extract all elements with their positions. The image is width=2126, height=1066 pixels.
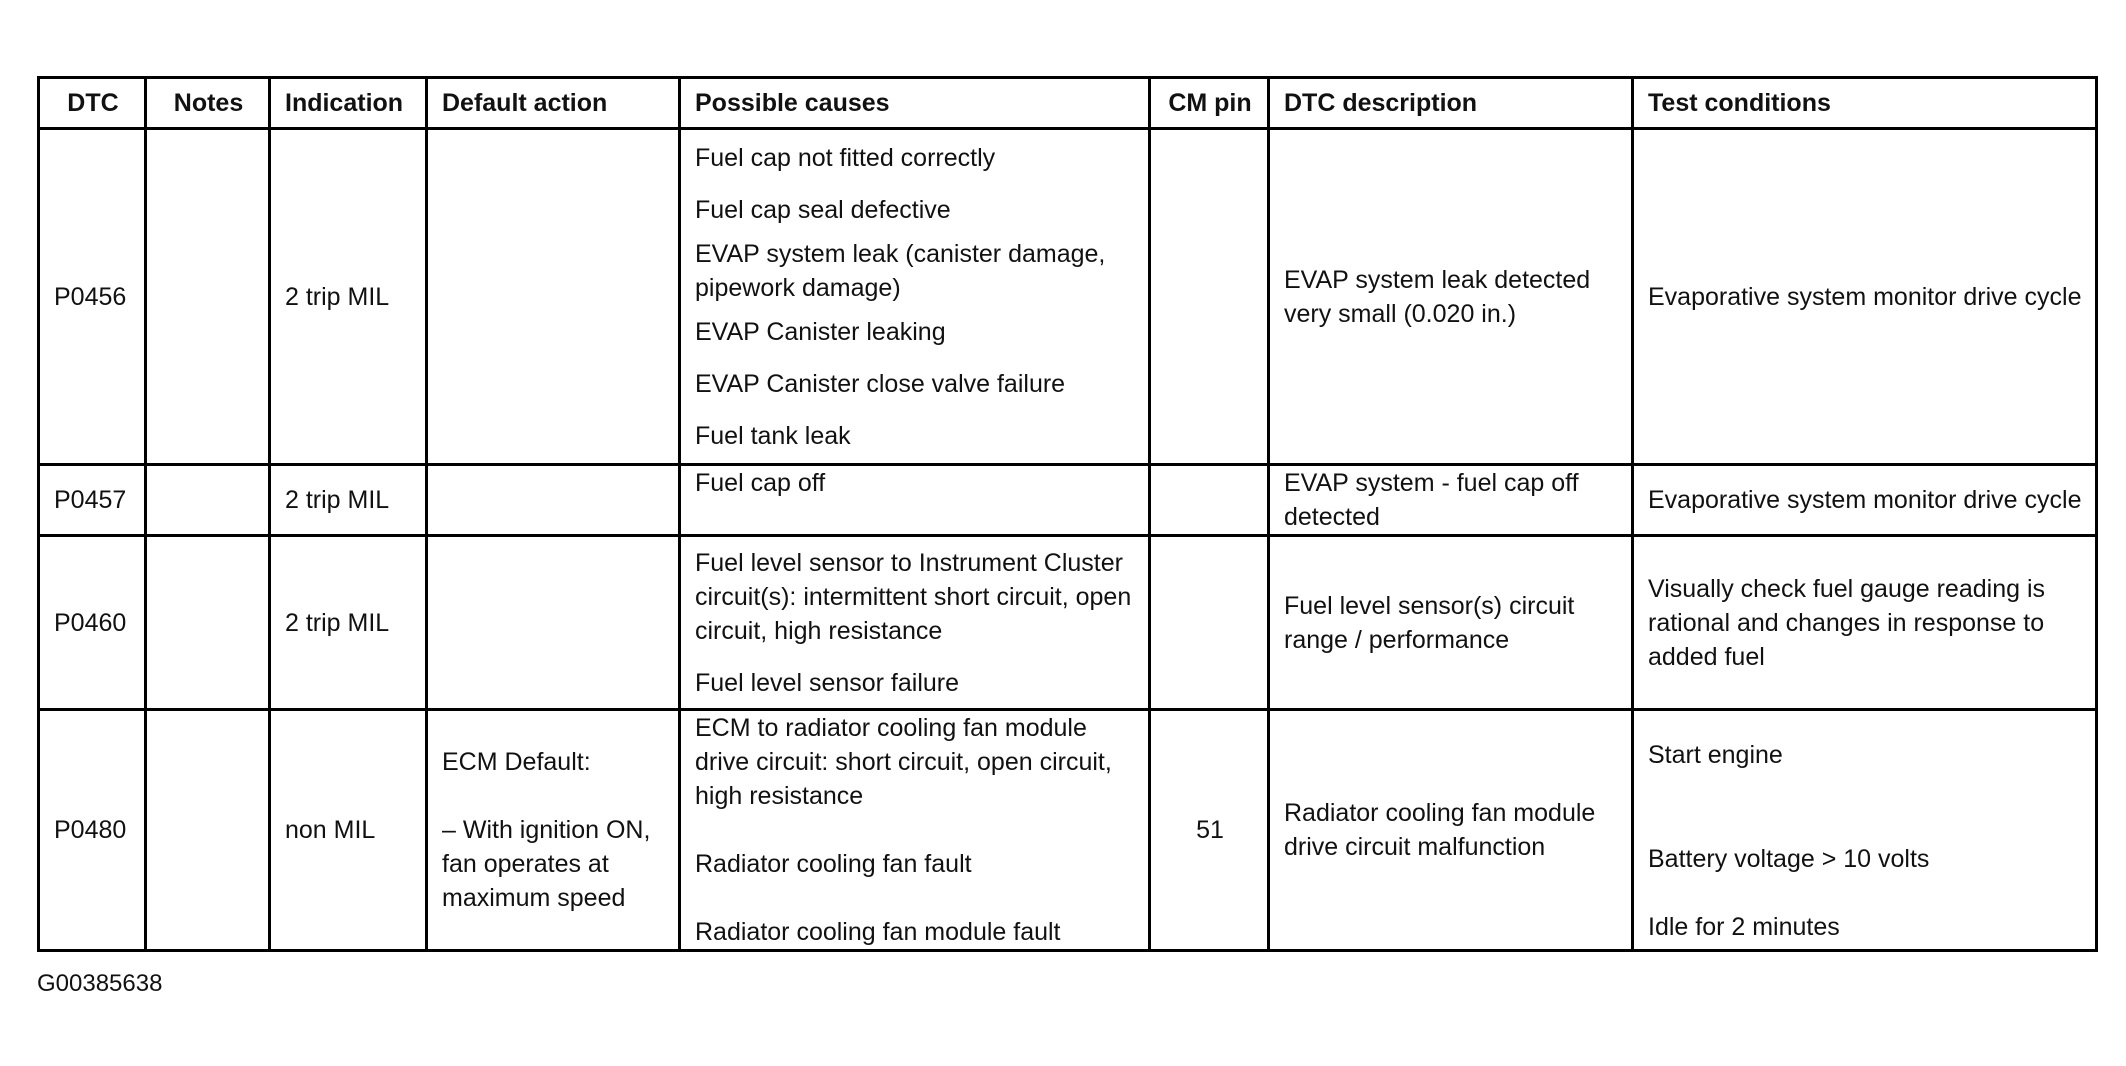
default-action-item: ECM Default: <box>442 748 591 776</box>
header-notes: Notes <box>146 78 270 129</box>
dtc-description-cell: Radiator cooling fan module drive circuit malfunction <box>1269 710 1633 951</box>
notes-cell <box>146 710 270 951</box>
test-conditions-cell <box>1633 710 2097 951</box>
notes-cell <box>146 536 270 710</box>
possible-causes-cell <box>680 129 1150 465</box>
default-action-cell <box>427 710 680 951</box>
cause-item: Fuel level sensor failure <box>695 668 960 697</box>
test-conditions-cell <box>1633 129 2097 465</box>
indication-cell: 2 trip MIL <box>270 536 427 710</box>
test-condition-item: Start engine <box>1648 741 1783 769</box>
header-possible-causes: Possible causes <box>680 78 1150 129</box>
indication-cell: 2 trip MIL <box>270 465 427 536</box>
test-condition-item: Visually check fuel gauge reading is rational and changes in response to added fuel <box>1648 574 2046 671</box>
cause-item: Radiator cooling fan fault <box>695 850 972 878</box>
dtc-code-cell: P0457 <box>39 465 146 536</box>
dtc-code-cell: P0460 <box>39 536 146 710</box>
table-header-row <box>39 78 2097 129</box>
dtc-description-cell: EVAP system leak detected very small (0.020 in.) <box>1269 129 1633 465</box>
cause-item: Fuel cap off <box>695 469 826 497</box>
header-indication: Indication <box>270 78 427 129</box>
header-dtc-description: DTC description <box>1269 78 1633 129</box>
test-condition-item: Idle for 2 minutes <box>1648 913 1840 941</box>
possible-causes-cell <box>680 536 1150 710</box>
possible-causes-cell <box>680 465 1150 536</box>
header-test-conditions: Test conditions <box>1633 78 2097 129</box>
default-action-cell <box>427 129 680 465</box>
indication-cell: non MIL <box>270 710 427 951</box>
dtc-table <box>37 76 2098 952</box>
test-condition-item: Evaporative system monitor drive cycle <box>1648 486 2082 514</box>
table-row <box>39 465 2097 536</box>
table-row <box>39 129 2097 465</box>
figure-id: G00385638 <box>37 970 163 997</box>
cause-item: Fuel cap seal defective <box>695 195 951 224</box>
test-condition-item: Evaporative system monitor drive cycle <box>1648 282 2082 311</box>
cause-item: EVAP Canister leaking <box>695 317 946 346</box>
notes-cell <box>146 465 270 536</box>
header-cm-pin: CM pin <box>1150 78 1269 129</box>
dtc-code-cell: P0480 <box>39 710 146 951</box>
cause-item: Fuel tank leak <box>695 421 851 450</box>
test-conditions-cell <box>1633 465 2097 536</box>
cause-item: Radiator cooling fan module fault <box>695 918 1061 946</box>
cause-item: Fuel cap not fitted correctly <box>695 143 996 172</box>
default-action-cell <box>427 465 680 536</box>
dtc-description-cell: EVAP system - fuel cap off detected <box>1269 465 1633 536</box>
test-condition-item: Battery voltage > 10 volts <box>1648 845 1930 873</box>
header-default-action: Default action <box>427 78 680 129</box>
indication-cell: 2 trip MIL <box>270 129 427 465</box>
cm-pin-cell <box>1150 465 1269 536</box>
dtc-code-cell: P0456 <box>39 129 146 465</box>
cm-pin-cell: 51 <box>1150 710 1269 951</box>
header-dtc: DTC <box>39 78 146 129</box>
cm-pin-cell <box>1150 536 1269 710</box>
dtc-description-cell: Fuel level sensor(s) circuit range / performance <box>1269 536 1633 710</box>
cm-pin-cell <box>1150 129 1269 465</box>
notes-cell <box>146 129 270 465</box>
default-action-cell <box>427 536 680 710</box>
table-row <box>39 710 2097 951</box>
test-conditions-cell <box>1633 536 2097 710</box>
default-action-item: – With ignition ON, fan operates at maximum speed <box>442 816 651 912</box>
table-row <box>39 536 2097 710</box>
cause-item: EVAP system leak (canister damage, pipework damage) <box>695 239 1106 302</box>
possible-causes-cell <box>680 710 1150 951</box>
cause-item: ECM to radiator cooling fan module drive circuit: short circuit, open circuit, high resistance <box>695 714 1112 810</box>
cause-item: EVAP Canister close valve failure <box>695 369 1066 398</box>
cause-item: Fuel level sensor to Instrument Cluster circuit(s): intermittent short circuit, open circuit, high resistance <box>695 548 1132 645</box>
